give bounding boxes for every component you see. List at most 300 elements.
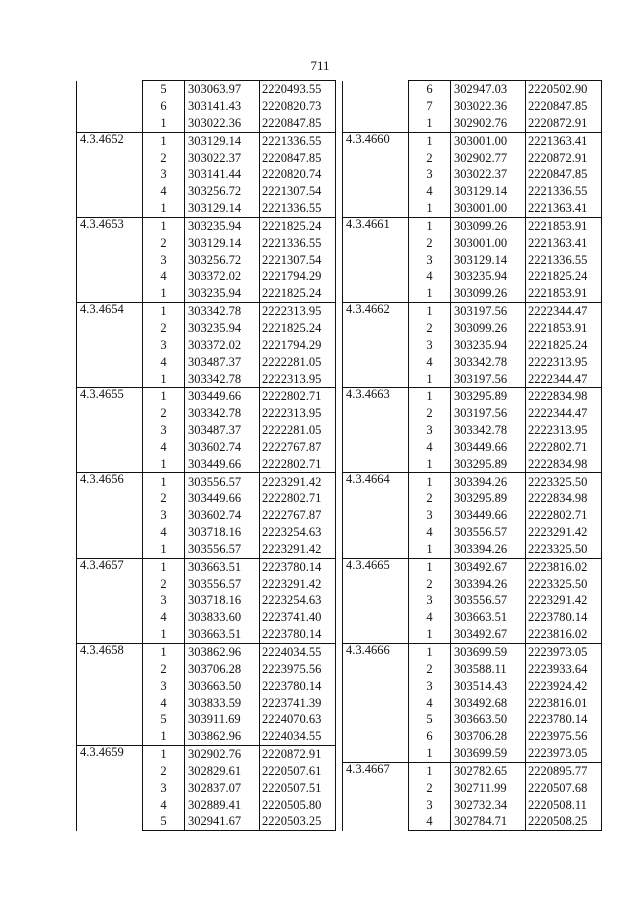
point-number-cell: 6 — [409, 81, 451, 98]
point-number-cell: 4 — [409, 354, 451, 371]
x-coordinate-cell: 303022.36 — [185, 115, 260, 132]
parcel-id-cell: 4.3.4665 — [343, 558, 409, 643]
y-coordinate-cell: 2220820.73 — [260, 98, 336, 115]
point-number-cell: 3 — [143, 780, 185, 797]
y-coordinate-cell: 2223780.14 — [526, 609, 602, 626]
table-row — [77, 473, 336, 490]
table-row — [77, 388, 336, 405]
x-coordinate-cell: 302784.71 — [451, 813, 526, 830]
x-coordinate-cell: 303063.97 — [185, 81, 260, 98]
y-coordinate-cell: 2221363.41 — [526, 200, 602, 217]
x-coordinate-cell: 303394.26 — [451, 575, 526, 592]
x-coordinate-cell: 303342.78 — [185, 370, 260, 387]
point-number-cell: 3 — [143, 251, 185, 268]
y-coordinate-cell: 2222344.47 — [526, 405, 602, 422]
x-coordinate-cell: 303514.43 — [451, 678, 526, 695]
parcel-id-cell: 4.3.4667 — [343, 762, 409, 830]
parcel-id-cell: 4.3.4660 — [343, 132, 409, 217]
x-coordinate-cell: 303099.26 — [451, 320, 526, 337]
y-coordinate-cell: 2220895.77 — [526, 762, 602, 779]
point-number-cell: 1 — [409, 200, 451, 217]
point-number-cell: 1 — [409, 302, 451, 319]
point-number-cell: 1 — [409, 626, 451, 643]
x-coordinate-cell: 303556.57 — [451, 524, 526, 541]
x-coordinate-cell: 303022.37 — [185, 149, 260, 166]
point-number-cell: 5 — [143, 711, 185, 728]
y-coordinate-cell: 2222344.47 — [526, 370, 602, 387]
point-number-cell: 1 — [409, 643, 451, 660]
point-number-cell: 2 — [409, 780, 451, 797]
y-coordinate-cell: 2223291.42 — [526, 524, 602, 541]
y-coordinate-cell: 2223973.05 — [526, 745, 602, 762]
point-number-cell: 4 — [143, 524, 185, 541]
parcel-id-cell: 4.3.4653 — [77, 217, 143, 302]
y-coordinate-cell: 2222834.98 — [526, 456, 602, 473]
y-coordinate-cell: 2220505.80 — [260, 796, 336, 813]
y-coordinate-cell: 2220847.85 — [260, 149, 336, 166]
x-coordinate-cell: 303235.94 — [451, 337, 526, 354]
x-coordinate-cell: 303342.78 — [185, 405, 260, 422]
x-coordinate-cell: 303718.16 — [185, 524, 260, 541]
point-number-cell: 1 — [143, 541, 185, 558]
x-coordinate-cell: 303862.96 — [185, 643, 260, 660]
y-coordinate-cell: 2220493.55 — [260, 81, 336, 98]
point-number-cell: 3 — [143, 592, 185, 609]
point-number-cell: 2 — [143, 149, 185, 166]
point-number-cell: 1 — [143, 285, 185, 302]
x-coordinate-cell: 303197.56 — [451, 405, 526, 422]
y-coordinate-cell: 2222313.95 — [260, 302, 336, 319]
point-number-cell: 5 — [143, 813, 185, 830]
y-coordinate-cell: 2221336.55 — [260, 200, 336, 217]
point-number-cell: 4 — [143, 796, 185, 813]
y-coordinate-cell: 2221794.29 — [260, 337, 336, 354]
x-coordinate-cell: 303129.14 — [451, 183, 526, 200]
point-number-cell: 1 — [409, 388, 451, 405]
point-number-cell: 1 — [409, 115, 451, 132]
point-number-cell: 1 — [409, 456, 451, 473]
point-number-cell: 2 — [409, 235, 451, 252]
y-coordinate-cell: 2221825.24 — [526, 268, 602, 285]
point-number-cell: 3 — [409, 422, 451, 439]
x-coordinate-cell: 303394.26 — [451, 541, 526, 558]
table-row — [77, 745, 336, 762]
point-number-cell: 1 — [409, 541, 451, 558]
point-number-cell: 2 — [409, 149, 451, 166]
y-coordinate-cell: 2220872.91 — [526, 149, 602, 166]
x-coordinate-cell: 303342.78 — [185, 302, 260, 319]
left-coordinate-table — [76, 80, 336, 831]
table-row — [343, 132, 602, 149]
y-coordinate-cell: 2224034.55 — [260, 643, 336, 660]
y-coordinate-cell: 2223780.14 — [526, 711, 602, 728]
y-coordinate-cell: 2220508.11 — [526, 796, 602, 813]
y-coordinate-cell: 2223325.50 — [526, 541, 602, 558]
parcel-id-cell — [77, 81, 143, 133]
point-number-cell: 4 — [409, 439, 451, 456]
x-coordinate-cell: 303663.51 — [451, 609, 526, 626]
y-coordinate-cell: 2221307.54 — [260, 183, 336, 200]
table-row — [343, 643, 602, 660]
point-number-cell: 1 — [143, 217, 185, 234]
x-coordinate-cell: 303663.51 — [185, 558, 260, 575]
x-coordinate-cell: 303372.02 — [185, 268, 260, 285]
point-number-cell: 2 — [409, 320, 451, 337]
x-coordinate-cell: 303001.00 — [451, 132, 526, 149]
point-number-cell: 5 — [143, 81, 185, 98]
x-coordinate-cell: 303487.37 — [185, 354, 260, 371]
parcel-id-cell: 4.3.4657 — [77, 558, 143, 643]
x-coordinate-cell: 303862.96 — [185, 728, 260, 745]
y-coordinate-cell: 2220847.85 — [526, 166, 602, 183]
x-coordinate-cell: 302941.67 — [185, 813, 260, 830]
table-row — [343, 302, 602, 319]
x-coordinate-cell: 303449.66 — [185, 490, 260, 507]
y-coordinate-cell: 2221853.91 — [526, 285, 602, 302]
x-coordinate-cell: 303235.94 — [185, 217, 260, 234]
y-coordinate-cell: 2223780.14 — [260, 558, 336, 575]
point-number-cell: 7 — [409, 98, 451, 115]
y-coordinate-cell: 2224070.63 — [260, 711, 336, 728]
point-number-cell: 3 — [409, 251, 451, 268]
x-coordinate-cell: 303492.68 — [451, 694, 526, 711]
point-number-cell: 1 — [409, 558, 451, 575]
y-coordinate-cell: 2223924.42 — [526, 678, 602, 695]
point-number-cell: 6 — [409, 728, 451, 745]
y-coordinate-cell: 2221363.41 — [526, 132, 602, 149]
y-coordinate-cell: 2221825.24 — [526, 337, 602, 354]
point-number-cell: 5 — [409, 711, 451, 728]
point-number-cell: 4 — [143, 694, 185, 711]
y-coordinate-cell: 2220507.51 — [260, 780, 336, 797]
y-coordinate-cell: 2222344.47 — [526, 302, 602, 319]
y-coordinate-cell: 2222281.05 — [260, 422, 336, 439]
y-coordinate-cell: 2220507.61 — [260, 763, 336, 780]
point-number-cell: 1 — [409, 473, 451, 490]
page-number: 711 — [310, 58, 330, 73]
x-coordinate-cell: 303556.57 — [185, 541, 260, 558]
x-coordinate-cell: 303602.74 — [185, 507, 260, 524]
x-coordinate-cell: 303001.00 — [451, 200, 526, 217]
y-coordinate-cell: 2221794.29 — [260, 268, 336, 285]
y-coordinate-cell: 2223816.02 — [526, 626, 602, 643]
x-coordinate-cell: 303699.59 — [451, 643, 526, 660]
point-number-cell: 2 — [409, 661, 451, 678]
point-number-cell: 2 — [143, 763, 185, 780]
point-number-cell: 1 — [143, 473, 185, 490]
parcel-id-cell: 4.3.4664 — [343, 473, 409, 558]
x-coordinate-cell: 302732.34 — [451, 796, 526, 813]
x-coordinate-cell: 303556.57 — [185, 575, 260, 592]
parcel-id-cell: 4.3.4661 — [343, 217, 409, 302]
point-number-cell: 4 — [143, 439, 185, 456]
x-coordinate-cell: 303449.66 — [451, 439, 526, 456]
point-number-cell: 1 — [143, 302, 185, 319]
y-coordinate-cell: 2221825.24 — [260, 217, 336, 234]
y-coordinate-cell: 2223325.50 — [526, 473, 602, 490]
table-row — [77, 558, 336, 575]
point-number-cell: 6 — [143, 98, 185, 115]
x-coordinate-cell: 303911.69 — [185, 711, 260, 728]
y-coordinate-cell: 2223291.42 — [526, 592, 602, 609]
point-number-cell: 1 — [409, 285, 451, 302]
x-coordinate-cell: 303235.94 — [451, 268, 526, 285]
point-number-cell: 3 — [143, 507, 185, 524]
point-number-cell: 1 — [143, 558, 185, 575]
point-number-cell: 3 — [409, 592, 451, 609]
point-number-cell: 3 — [409, 796, 451, 813]
point-number-cell: 4 — [409, 813, 451, 830]
x-coordinate-cell: 303197.56 — [451, 302, 526, 319]
point-number-cell: 3 — [409, 678, 451, 695]
table-row — [343, 558, 602, 575]
y-coordinate-cell: 2223973.05 — [526, 643, 602, 660]
x-coordinate-cell: 303235.94 — [185, 320, 260, 337]
point-number-cell: 1 — [143, 388, 185, 405]
point-number-cell: 1 — [143, 456, 185, 473]
x-coordinate-cell: 302837.07 — [185, 780, 260, 797]
point-number-cell: 3 — [409, 507, 451, 524]
y-coordinate-cell: 2221336.55 — [526, 183, 602, 200]
x-coordinate-cell: 303022.37 — [451, 166, 526, 183]
point-number-cell: 2 — [409, 405, 451, 422]
y-coordinate-cell: 2220507.68 — [526, 780, 602, 797]
point-number-cell: 1 — [143, 115, 185, 132]
y-coordinate-cell: 2221853.91 — [526, 320, 602, 337]
y-coordinate-cell: 2222834.98 — [526, 490, 602, 507]
point-number-cell: 1 — [143, 200, 185, 217]
point-number-cell: 2 — [143, 405, 185, 422]
y-coordinate-cell: 2222313.95 — [260, 405, 336, 422]
y-coordinate-cell: 2223975.56 — [526, 728, 602, 745]
y-coordinate-cell: 2223291.42 — [260, 541, 336, 558]
point-number-cell: 3 — [143, 337, 185, 354]
y-coordinate-cell: 2223816.02 — [526, 558, 602, 575]
y-coordinate-cell: 2223780.14 — [260, 678, 336, 695]
x-coordinate-cell: 303129.14 — [185, 235, 260, 252]
point-number-cell: 2 — [143, 235, 185, 252]
y-coordinate-cell: 2223933.64 — [526, 661, 602, 678]
point-number-cell: 1 — [143, 643, 185, 660]
x-coordinate-cell: 303141.44 — [185, 166, 260, 183]
x-coordinate-cell: 303141.43 — [185, 98, 260, 115]
x-coordinate-cell: 303663.50 — [185, 678, 260, 695]
point-number-cell: 3 — [409, 166, 451, 183]
y-coordinate-cell: 2222281.05 — [260, 354, 336, 371]
x-coordinate-cell: 303342.78 — [451, 354, 526, 371]
x-coordinate-cell: 303556.57 — [451, 592, 526, 609]
y-coordinate-cell: 2221307.54 — [260, 251, 336, 268]
x-coordinate-cell: 303001.00 — [451, 235, 526, 252]
parcel-id-cell: 4.3.4656 — [77, 473, 143, 558]
x-coordinate-cell: 303256.72 — [185, 251, 260, 268]
point-number-cell: 4 — [409, 609, 451, 626]
x-coordinate-cell: 303394.26 — [451, 473, 526, 490]
point-number-cell: 4 — [143, 183, 185, 200]
x-coordinate-cell: 303833.60 — [185, 609, 260, 626]
table-row — [343, 473, 602, 490]
x-coordinate-cell: 303197.56 — [451, 370, 526, 387]
x-coordinate-cell: 303718.16 — [185, 592, 260, 609]
point-number-cell: 4 — [143, 354, 185, 371]
x-coordinate-cell: 303295.89 — [451, 456, 526, 473]
x-coordinate-cell: 303342.78 — [451, 422, 526, 439]
y-coordinate-cell: 2222767.87 — [260, 439, 336, 456]
y-coordinate-cell: 2223816.01 — [526, 694, 602, 711]
parcel-id-cell: 4.3.4663 — [343, 388, 409, 473]
x-coordinate-cell: 303602.74 — [185, 439, 260, 456]
point-number-cell: 2 — [409, 575, 451, 592]
y-coordinate-cell: 2222834.98 — [526, 388, 602, 405]
table-row — [77, 132, 336, 149]
x-coordinate-cell: 303833.59 — [185, 694, 260, 711]
parcel-id-cell: 4.3.4666 — [343, 643, 409, 762]
y-coordinate-cell: 2223741.39 — [260, 694, 336, 711]
point-number-cell: 4 — [409, 694, 451, 711]
parcel-id-cell: 4.3.4662 — [343, 302, 409, 387]
table-row — [343, 81, 602, 98]
x-coordinate-cell: 303588.11 — [451, 661, 526, 678]
y-coordinate-cell: 2220502.90 — [526, 81, 602, 98]
point-number-cell: 1 — [409, 370, 451, 387]
y-coordinate-cell: 2220847.85 — [260, 115, 336, 132]
table-row — [343, 217, 602, 234]
table-row — [77, 81, 336, 98]
point-number-cell: 2 — [143, 661, 185, 678]
table-row — [77, 302, 336, 319]
point-number-cell: 1 — [143, 626, 185, 643]
x-coordinate-cell: 303295.89 — [451, 388, 526, 405]
x-coordinate-cell: 303487.37 — [185, 422, 260, 439]
point-number-cell: 1 — [409, 217, 451, 234]
y-coordinate-cell: 2220872.91 — [526, 115, 602, 132]
point-number-cell: 1 — [409, 132, 451, 149]
x-coordinate-cell: 303706.28 — [185, 661, 260, 678]
x-coordinate-cell: 303256.72 — [185, 183, 260, 200]
point-number-cell: 4 — [143, 609, 185, 626]
x-coordinate-cell: 302889.41 — [185, 796, 260, 813]
point-number-cell: 4 — [143, 268, 185, 285]
x-coordinate-cell: 303663.50 — [451, 711, 526, 728]
x-coordinate-cell: 303372.02 — [185, 337, 260, 354]
x-coordinate-cell: 302947.03 — [451, 81, 526, 98]
point-number-cell: 1 — [143, 728, 185, 745]
x-coordinate-cell: 303022.36 — [451, 98, 526, 115]
point-number-cell: 1 — [143, 132, 185, 149]
y-coordinate-cell: 2221363.41 — [526, 235, 602, 252]
y-coordinate-cell: 2220847.85 — [526, 98, 602, 115]
point-number-cell: 1 — [409, 762, 451, 779]
point-number-cell: 2 — [143, 320, 185, 337]
table-row — [343, 388, 602, 405]
y-coordinate-cell: 2221825.24 — [260, 285, 336, 302]
point-number-cell: 1 — [409, 745, 451, 762]
x-coordinate-cell: 303706.28 — [451, 728, 526, 745]
y-coordinate-cell: 2223254.63 — [260, 524, 336, 541]
y-coordinate-cell: 2221336.55 — [260, 235, 336, 252]
x-coordinate-cell: 302711.99 — [451, 780, 526, 797]
point-number-cell: 4 — [409, 268, 451, 285]
x-coordinate-cell: 303129.14 — [185, 132, 260, 149]
x-coordinate-cell: 303492.67 — [451, 626, 526, 643]
y-coordinate-cell: 2223325.50 — [526, 575, 602, 592]
y-coordinate-cell: 2220820.74 — [260, 166, 336, 183]
point-number-cell: 3 — [143, 422, 185, 439]
x-coordinate-cell: 303449.66 — [185, 456, 260, 473]
x-coordinate-cell: 303449.66 — [451, 507, 526, 524]
table-row — [77, 643, 336, 660]
x-coordinate-cell: 303699.59 — [451, 745, 526, 762]
left-table-body — [77, 81, 336, 831]
y-coordinate-cell: 2222313.95 — [526, 354, 602, 371]
parcel-id-cell: 4.3.4655 — [77, 388, 143, 473]
y-coordinate-cell: 2222767.87 — [260, 507, 336, 524]
x-coordinate-cell: 303556.57 — [185, 473, 260, 490]
point-number-cell: 4 — [409, 524, 451, 541]
parcel-id-cell: 4.3.4652 — [77, 132, 143, 217]
x-coordinate-cell: 303099.26 — [451, 217, 526, 234]
point-number-cell: 2 — [409, 490, 451, 507]
x-coordinate-cell: 302782.65 — [451, 762, 526, 779]
y-coordinate-cell: 2223780.14 — [260, 626, 336, 643]
y-coordinate-cell: 2223291.42 — [260, 473, 336, 490]
y-coordinate-cell: 2222802.71 — [260, 490, 336, 507]
y-coordinate-cell: 2220503.25 — [260, 813, 336, 830]
x-coordinate-cell: 302829.61 — [185, 763, 260, 780]
point-number-cell: 4 — [409, 183, 451, 200]
y-coordinate-cell: 2222802.71 — [526, 507, 602, 524]
y-coordinate-cell: 2223741.40 — [260, 609, 336, 626]
x-coordinate-cell: 303295.89 — [451, 490, 526, 507]
y-coordinate-cell: 2223291.42 — [260, 575, 336, 592]
x-coordinate-cell: 303663.51 — [185, 626, 260, 643]
y-coordinate-cell: 2221853.91 — [526, 217, 602, 234]
table-row — [343, 762, 602, 779]
y-coordinate-cell: 2220872.91 — [260, 745, 336, 762]
right-coordinate-table — [342, 80, 602, 831]
x-coordinate-cell: 303129.14 — [185, 200, 260, 217]
x-coordinate-cell: 303129.14 — [451, 251, 526, 268]
y-coordinate-cell: 2222802.71 — [260, 456, 336, 473]
y-coordinate-cell: 2223254.63 — [260, 592, 336, 609]
point-number-cell: 1 — [143, 370, 185, 387]
y-coordinate-cell: 2221825.24 — [260, 320, 336, 337]
parcel-id-cell — [343, 81, 409, 133]
parcel-id-cell: 4.3.4658 — [77, 643, 143, 745]
y-coordinate-cell: 2222802.71 — [526, 439, 602, 456]
y-coordinate-cell: 2222313.95 — [260, 370, 336, 387]
parcel-id-cell: 4.3.4659 — [77, 745, 143, 830]
x-coordinate-cell: 303235.94 — [185, 285, 260, 302]
x-coordinate-cell: 303449.66 — [185, 388, 260, 405]
point-number-cell: 2 — [143, 575, 185, 592]
y-coordinate-cell: 2222313.95 — [526, 422, 602, 439]
y-coordinate-cell: 2220508.25 — [526, 813, 602, 830]
point-number-cell: 1 — [143, 745, 185, 762]
x-coordinate-cell: 303492.67 — [451, 558, 526, 575]
point-number-cell: 2 — [143, 490, 185, 507]
x-coordinate-cell: 302902.77 — [451, 149, 526, 166]
right-table-body — [343, 81, 602, 831]
y-coordinate-cell: 2224034.55 — [260, 728, 336, 745]
table-row — [77, 217, 336, 234]
y-coordinate-cell: 2221336.55 — [526, 251, 602, 268]
x-coordinate-cell: 302902.76 — [451, 115, 526, 132]
y-coordinate-cell: 2221336.55 — [260, 132, 336, 149]
point-number-cell: 3 — [409, 337, 451, 354]
y-coordinate-cell: 2222802.71 — [260, 388, 336, 405]
x-coordinate-cell: 302902.76 — [185, 745, 260, 762]
